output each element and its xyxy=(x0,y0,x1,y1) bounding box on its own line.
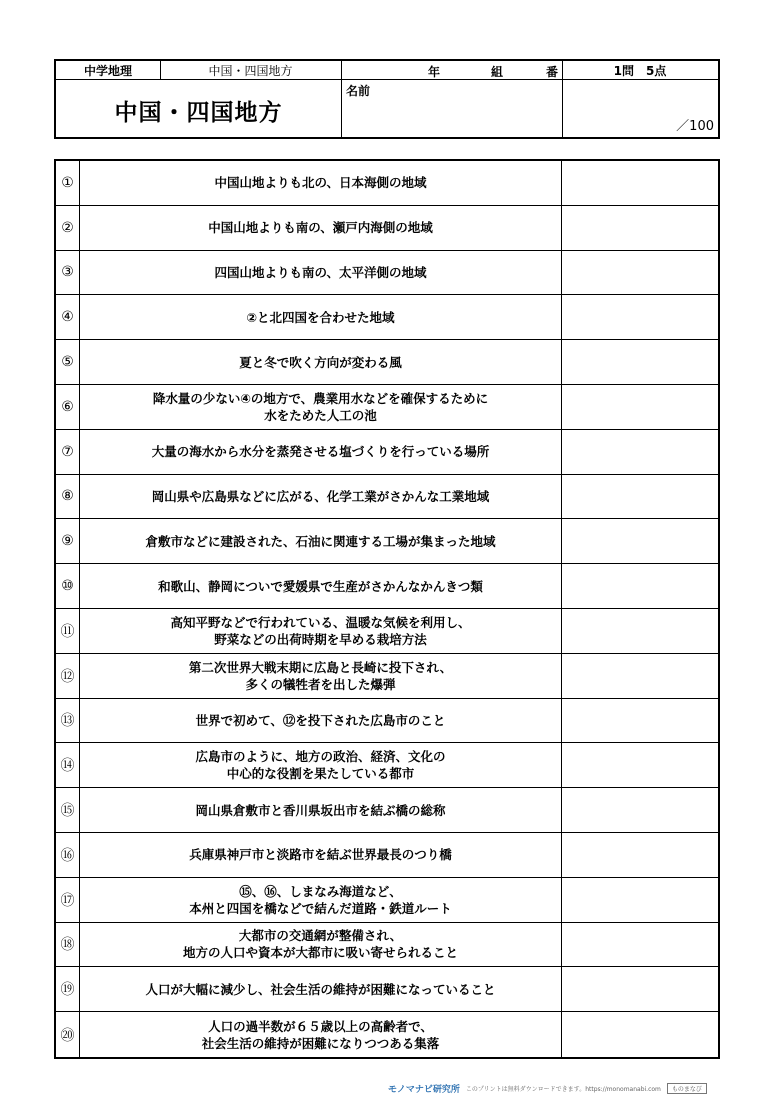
question-row xyxy=(56,967,718,1012)
answer-box[interactable] xyxy=(562,654,718,698)
answer-box[interactable] xyxy=(562,609,718,653)
answer-box[interactable] xyxy=(562,206,718,250)
question-row xyxy=(56,833,718,878)
answer-box[interactable] xyxy=(562,251,718,295)
answer-box[interactable] xyxy=(562,788,718,832)
question-table xyxy=(54,159,720,1059)
question-text: 人口が大幅に減少し、社会生活の維持が困難になっていること xyxy=(80,967,562,1011)
question-text: 兵庫県神戸市と淡路市を結ぶ世界最長のつり橋 xyxy=(80,833,562,877)
answer-box[interactable] xyxy=(562,475,718,519)
question-number: ⑤ xyxy=(56,340,80,384)
question-row xyxy=(56,251,718,296)
question-row xyxy=(56,699,718,744)
answer-box[interactable] xyxy=(562,430,718,474)
question-row xyxy=(56,206,718,251)
question-row xyxy=(56,878,718,923)
question-number: ⑫ xyxy=(56,654,80,698)
question-number: ⑲ xyxy=(56,967,80,1011)
question-text: 夏と冬で吹く方向が変わる風 xyxy=(80,340,562,384)
question-number: ⑦ xyxy=(56,430,80,474)
answer-box[interactable] xyxy=(562,699,718,743)
question-number: ⑭ xyxy=(56,743,80,787)
points-label: 1問 5点 xyxy=(613,64,667,78)
question-number: ⑥ xyxy=(56,385,80,429)
question-row xyxy=(56,788,718,833)
question-text: 高知平野などで行われている、温暖な気候を利用し、 野菜などの出荷時期を早める栽培方法 xyxy=(80,609,562,653)
question-text: 降水量の少ない④の地方で、農業用水などを確保するために 水をためた人工の池 xyxy=(80,385,562,429)
question-number: ⑮ xyxy=(56,788,80,832)
question-text: ⑮、⑯、しまなみ海道など、 本州と四国を橋などで結んだ道路・鉄道ルート xyxy=(80,878,562,922)
question-row xyxy=(56,295,718,340)
question-number: ⑪ xyxy=(56,609,80,653)
name-label: 名前 xyxy=(346,84,371,98)
number-label: 番 xyxy=(546,65,559,79)
answer-box[interactable] xyxy=(562,833,718,877)
answer-box[interactable] xyxy=(562,295,718,339)
question-number: ⑰ xyxy=(56,878,80,922)
answer-box[interactable] xyxy=(562,923,718,967)
answer-box[interactable] xyxy=(562,564,718,608)
question-text: 大量の海水から水分を蒸発させる塩づくりを行っている場所 xyxy=(80,430,562,474)
answer-box[interactable] xyxy=(562,340,718,384)
page-title: 中国・四国地方 xyxy=(114,99,283,126)
answer-box[interactable] xyxy=(562,743,718,787)
question-number: ⑩ xyxy=(56,564,80,608)
question-row xyxy=(56,654,718,699)
question-row xyxy=(56,475,718,520)
question-text: 中国山地よりも南の、瀬戸内海側の地域 xyxy=(80,206,562,250)
answer-box[interactable] xyxy=(562,967,718,1011)
question-text: 第二次世界大戦末期に広島と長崎に投下され、 多くの犠牲者を出した爆弾 xyxy=(80,654,562,698)
question-number: ⑯ xyxy=(56,833,80,877)
year-label: 年 xyxy=(428,65,441,79)
question-number: ⑬ xyxy=(56,699,80,743)
question-row xyxy=(56,743,718,788)
question-text: 大都市の交通網が整備され、 地方の人口や資本が大都市に吸い寄せられること xyxy=(80,923,562,967)
footer xyxy=(388,1080,768,1096)
question-text: 広島市のように、地方の政治、経済、文化の 中心的な役割を果たしている都市 xyxy=(80,743,562,787)
answer-box[interactable] xyxy=(562,519,718,563)
worksheet-header xyxy=(54,59,720,139)
question-number: ① xyxy=(56,161,80,205)
topic-label: 中国・四国地方 xyxy=(208,64,293,78)
question-text: 人口の過半数が６５歳以上の高齢者で、 社会生活の維持が困難になりつつある集落 xyxy=(80,1012,562,1057)
question-row xyxy=(56,1012,718,1057)
question-text: 和歌山、静岡についで愛媛県で生産がさかんなかんきつ類 xyxy=(80,564,562,608)
question-number: ③ xyxy=(56,251,80,295)
footer-note: このプリントは無料ダウンロードできます。https://monomanabi.com xyxy=(465,1085,661,1093)
question-number: ⑧ xyxy=(56,475,80,519)
brand-logo: モノマナビ研究所 xyxy=(388,1084,460,1095)
question-number: ⑳ xyxy=(56,1012,80,1057)
question-row xyxy=(56,519,718,564)
question-row xyxy=(56,161,718,206)
question-row xyxy=(56,430,718,475)
question-number: ④ xyxy=(56,295,80,339)
footer-box: ものまなび xyxy=(667,1083,707,1094)
class-info xyxy=(341,61,563,80)
question-text: 中国山地よりも北の、日本海側の地域 xyxy=(80,161,562,205)
answer-box[interactable] xyxy=(562,878,718,922)
question-text: 倉敷市などに建設された、石油に関連する工場が集まった地域 xyxy=(80,519,562,563)
question-text: 岡山県倉敷市と香川県坂出市を結ぶ橋の総称 xyxy=(80,788,562,832)
total-score: ／100 xyxy=(676,119,714,134)
class-label: 組 xyxy=(491,65,504,79)
question-row xyxy=(56,564,718,609)
question-number: ② xyxy=(56,206,80,250)
subject-label: 中学地理 xyxy=(83,64,132,78)
question-text: 岡山県や広島県などに広がる、化学工業がさかんな工業地域 xyxy=(80,475,562,519)
question-number: ⑱ xyxy=(56,923,80,967)
question-row xyxy=(56,385,718,430)
question-text: 世界で初めて、⑫を投下された広島市のこと xyxy=(80,699,562,743)
answer-box[interactable] xyxy=(562,161,718,205)
question-text: ②と北四国を合わせた地域 xyxy=(80,295,562,339)
question-row xyxy=(56,340,718,385)
answer-box[interactable] xyxy=(562,1012,718,1057)
question-row xyxy=(56,609,718,654)
question-number: ⑨ xyxy=(56,519,80,563)
question-row xyxy=(56,923,718,968)
question-text: 四国山地よりも南の、太平洋側の地域 xyxy=(80,251,562,295)
answer-box[interactable] xyxy=(562,385,718,429)
